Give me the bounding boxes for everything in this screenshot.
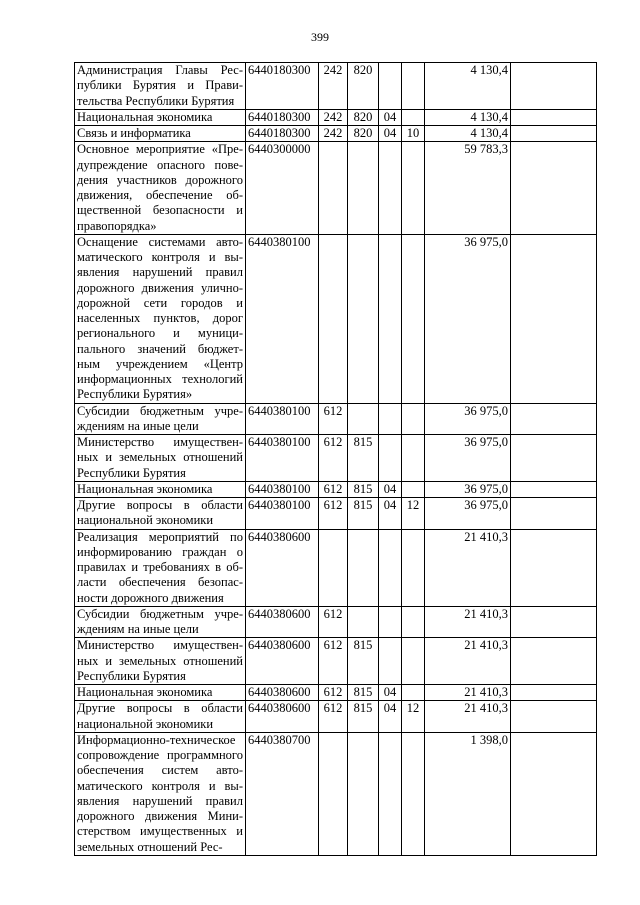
cell-expense-type: 612	[319, 638, 348, 685]
cell-amount: 36 975,0	[425, 403, 511, 435]
cell-expense-type	[319, 732, 348, 855]
cell-administrator-code	[348, 234, 379, 403]
page-number: 399	[311, 30, 329, 44]
cell-section	[379, 234, 402, 403]
cell-extra	[511, 126, 597, 142]
cell-expense-type: 612	[319, 498, 348, 530]
budget-table-body	[75, 63, 597, 856]
cell-extra	[511, 529, 597, 606]
cell-administrator-code: 815	[348, 685, 379, 701]
cell-administrator-code: 815	[348, 701, 379, 733]
cell-amount: 21 410,3	[425, 529, 511, 606]
table-row	[75, 685, 597, 701]
cell-name: Оснащение системами автоматического контроля и выявления нарушений правил дорожного движения улично-дорожной сети городов и населенных пунктов, дорог регионального и муниципального значений бюджетным учреждением «Центр информационных технологий Республики Бурятия»	[75, 234, 246, 403]
cell-subsection	[402, 403, 425, 435]
cell-name: Основное мероприятие «Предупреждение опасного поведения участников дорожного движения, обеспечение общественной безопасности и правопорядка»	[75, 142, 246, 235]
cell-administrator-code: 815	[348, 481, 379, 497]
cell-target-article: 6440380600	[246, 638, 319, 685]
cell-subsection	[402, 685, 425, 701]
cell-name: Национальная экономика	[75, 109, 246, 125]
cell-extra	[511, 142, 597, 235]
cell-target-article: 6440380100	[246, 481, 319, 497]
cell-administrator-code: 820	[348, 126, 379, 142]
cell-section: 04	[379, 498, 402, 530]
table-row	[75, 732, 597, 855]
cell-subsection	[402, 638, 425, 685]
cell-expense-type: 612	[319, 701, 348, 733]
cell-section	[379, 435, 402, 482]
cell-administrator-code: 820	[348, 109, 379, 125]
cell-extra	[511, 481, 597, 497]
table-row	[75, 481, 597, 497]
cell-subsection	[402, 109, 425, 125]
table-row	[75, 638, 597, 685]
cell-expense-type	[319, 529, 348, 606]
table-row	[75, 109, 597, 125]
cell-subsection: 12	[402, 701, 425, 733]
cell-administrator-code	[348, 606, 379, 638]
cell-name: Информационно-техническое сопровождение программного обеспечения систем автоматического контроля и выявления нарушений правил дорожного движения Министерством имущественных и земельных отношений Рес-	[75, 732, 246, 855]
cell-section: 04	[379, 685, 402, 701]
cell-section	[379, 529, 402, 606]
cell-name: Другие вопросы в области национальной экономики	[75, 498, 246, 530]
cell-target-article: 6440380100	[246, 498, 319, 530]
cell-name: Министерство имущественных и земельных отношений Республики Бурятия	[75, 435, 246, 482]
cell-expense-type	[319, 234, 348, 403]
table-row	[75, 234, 597, 403]
cell-extra	[511, 109, 597, 125]
cell-amount: 36 975,0	[425, 498, 511, 530]
cell-extra	[511, 403, 597, 435]
cell-subsection	[402, 529, 425, 606]
cell-name: Субсидии бюджетным учреждениям на иные цели	[75, 606, 246, 638]
table-row	[75, 701, 597, 733]
cell-amount: 21 410,3	[425, 606, 511, 638]
cell-extra	[511, 234, 597, 403]
cell-target-article: 6440380600	[246, 701, 319, 733]
cell-subsection	[402, 435, 425, 482]
cell-extra	[511, 606, 597, 638]
cell-name: Субсидии бюджетным учреждениям на иные цели	[75, 403, 246, 435]
cell-target-article: 6440380600	[246, 606, 319, 638]
cell-extra	[511, 63, 597, 110]
table-row	[75, 498, 597, 530]
cell-name: Связь и информатика	[75, 126, 246, 142]
cell-amount: 21 410,3	[425, 638, 511, 685]
table-row	[75, 63, 597, 110]
cell-expense-type: 612	[319, 606, 348, 638]
table-row	[75, 435, 597, 482]
cell-target-article: 6440380600	[246, 685, 319, 701]
cell-amount: 4 130,4	[425, 126, 511, 142]
cell-subsection	[402, 234, 425, 403]
cell-amount: 36 975,0	[425, 481, 511, 497]
budget-table	[74, 62, 597, 856]
cell-amount: 21 410,3	[425, 685, 511, 701]
cell-name: Министерство имущественных и земельных отношений Республики Бурятия	[75, 638, 246, 685]
cell-amount: 21 410,3	[425, 701, 511, 733]
cell-target-article: 6440300000	[246, 142, 319, 235]
cell-subsection	[402, 481, 425, 497]
cell-target-article: 6440380100	[246, 403, 319, 435]
cell-section	[379, 606, 402, 638]
cell-subsection	[402, 142, 425, 235]
cell-section: 04	[379, 109, 402, 125]
table-row	[75, 126, 597, 142]
cell-expense-type: 612	[319, 403, 348, 435]
cell-target-article: 6440180300	[246, 63, 319, 110]
cell-section	[379, 638, 402, 685]
cell-administrator-code: 815	[348, 638, 379, 685]
cell-expense-type	[319, 142, 348, 235]
cell-expense-type: 612	[319, 435, 348, 482]
cell-target-article: 6440180300	[246, 109, 319, 125]
table-row	[75, 142, 597, 235]
cell-administrator-code	[348, 403, 379, 435]
cell-expense-type: 242	[319, 63, 348, 110]
cell-section	[379, 63, 402, 110]
cell-section: 04	[379, 481, 402, 497]
cell-extra	[511, 498, 597, 530]
cell-target-article: 6440380100	[246, 234, 319, 403]
cell-administrator-code	[348, 732, 379, 855]
table-row	[75, 403, 597, 435]
cell-section	[379, 732, 402, 855]
cell-subsection: 10	[402, 126, 425, 142]
cell-name: Администрация Главы Республики Бурятия и Правительства Республики Бурятия	[75, 63, 246, 110]
cell-administrator-code: 820	[348, 63, 379, 110]
cell-name: Другие вопросы в области национальной экономики	[75, 701, 246, 733]
cell-subsection: 12	[402, 498, 425, 530]
cell-amount: 59 783,3	[425, 142, 511, 235]
cell-amount: 4 130,4	[425, 63, 511, 110]
cell-section: 04	[379, 126, 402, 142]
cell-name: Реализация мероприятий по информированию граждан о правилах и требованиях в области обеспечения безопасности дорожного движения	[75, 529, 246, 606]
cell-amount: 36 975,0	[425, 234, 511, 403]
cell-section	[379, 142, 402, 235]
cell-subsection	[402, 63, 425, 110]
cell-expense-type: 612	[319, 481, 348, 497]
cell-administrator-code	[348, 529, 379, 606]
cell-name: Национальная экономика	[75, 685, 246, 701]
cell-extra	[511, 701, 597, 733]
cell-subsection	[402, 732, 425, 855]
cell-amount: 4 130,4	[425, 109, 511, 125]
cell-name: Национальная экономика	[75, 481, 246, 497]
table-row	[75, 529, 597, 606]
cell-target-article: 6440380600	[246, 529, 319, 606]
cell-amount: 1 398,0	[425, 732, 511, 855]
table-row	[75, 606, 597, 638]
cell-target-article: 6440180300	[246, 126, 319, 142]
cell-administrator-code: 815	[348, 435, 379, 482]
cell-section: 04	[379, 701, 402, 733]
cell-target-article: 6440380100	[246, 435, 319, 482]
cell-subsection	[402, 606, 425, 638]
cell-extra	[511, 638, 597, 685]
cell-administrator-code	[348, 142, 379, 235]
cell-section	[379, 403, 402, 435]
cell-extra	[511, 732, 597, 855]
cell-extra	[511, 435, 597, 482]
cell-target-article: 6440380700	[246, 732, 319, 855]
cell-expense-type: 612	[319, 685, 348, 701]
cell-expense-type: 242	[319, 109, 348, 125]
cell-amount: 36 975,0	[425, 435, 511, 482]
cell-expense-type: 242	[319, 126, 348, 142]
cell-extra	[511, 685, 597, 701]
cell-administrator-code: 815	[348, 498, 379, 530]
